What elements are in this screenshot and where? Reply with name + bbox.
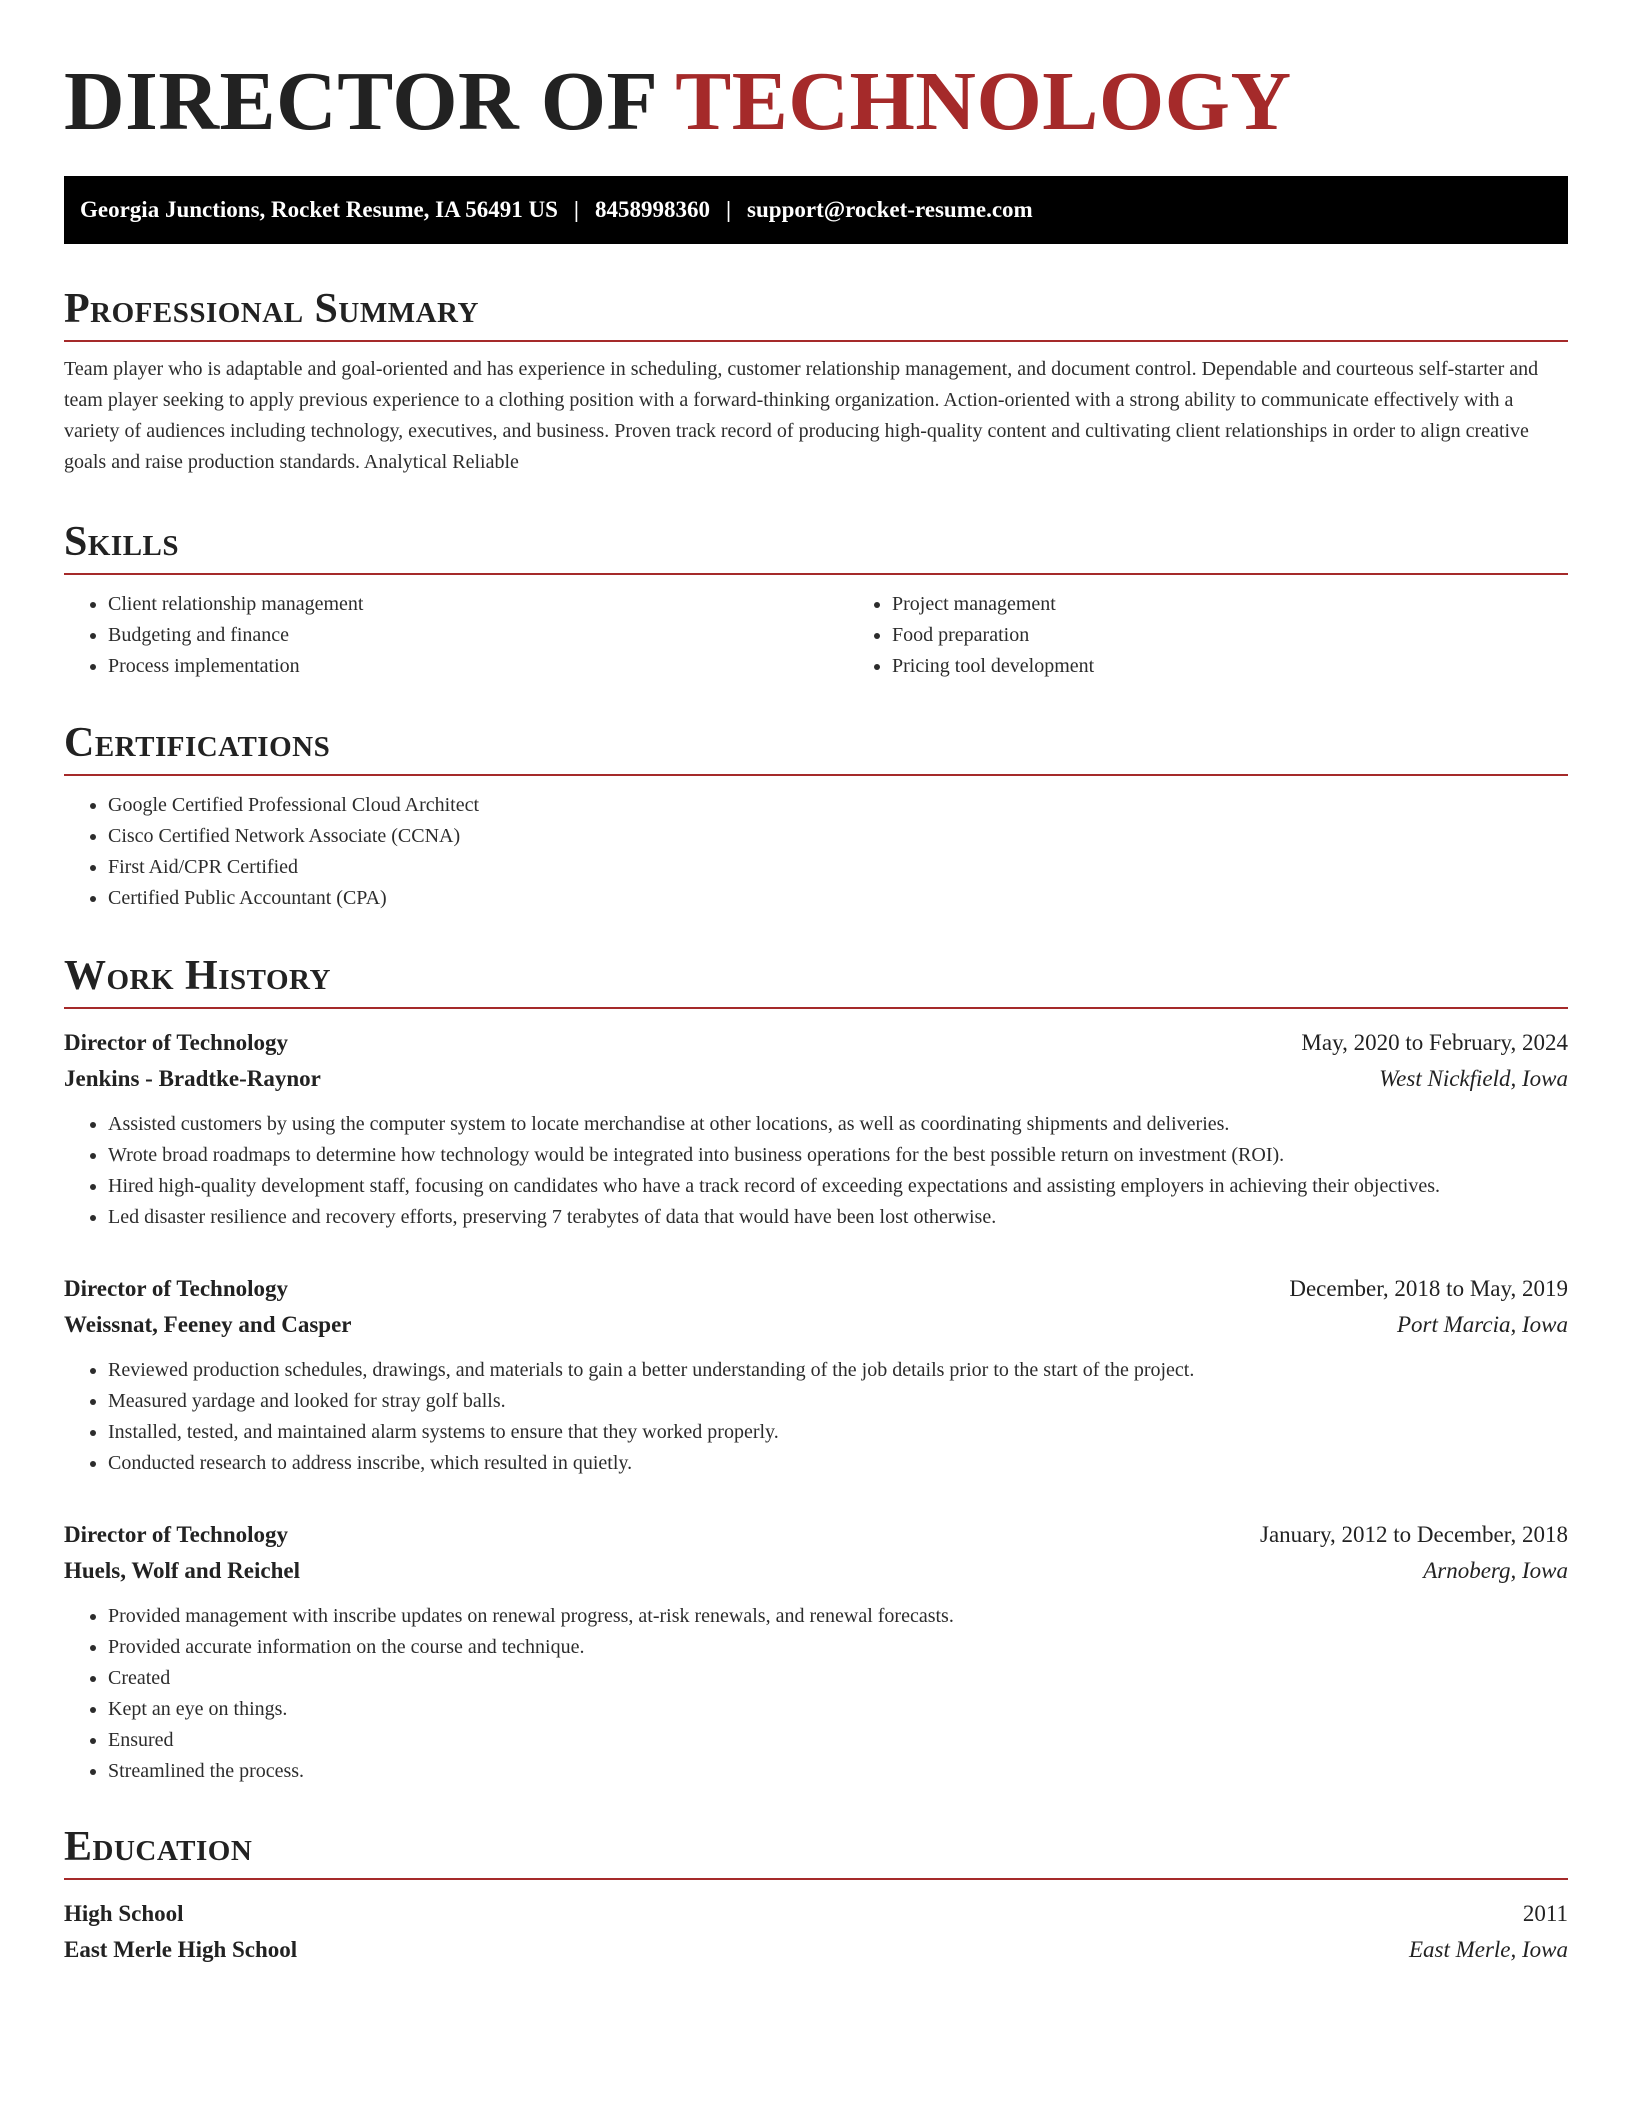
job-bullet: • Installed, tested, and maintained alarm systems to ensure that they worked properly. bbox=[108, 1417, 1568, 1448]
skills-heading: Skills bbox=[64, 517, 1568, 575]
job-bullet: • Conducted research to address inscribe, which resulted in quietly. bbox=[108, 1448, 1568, 1479]
job-company-row bbox=[64, 1061, 1568, 1097]
job-bullets bbox=[64, 1601, 1568, 1787]
job-bullets bbox=[64, 1355, 1568, 1479]
job-company: Weissnat, Feeney and Casper bbox=[64, 1312, 352, 1338]
name-part-2: TECHNOLOGY bbox=[675, 55, 1292, 148]
job-entry bbox=[64, 1025, 1568, 1233]
contact-phone: 8458998360 bbox=[594, 197, 710, 222]
certifications-section bbox=[64, 718, 1568, 914]
job-location: Arnoberg, Iowa bbox=[1423, 1558, 1568, 1584]
contact-bar bbox=[64, 176, 1568, 244]
job-dates: May, 2020 to February, 2024 bbox=[1301, 1030, 1568, 1056]
job-title: Director of Technology bbox=[64, 1522, 289, 1548]
skills-list-right bbox=[848, 589, 1632, 682]
job-title: Director of Technology bbox=[64, 1030, 289, 1056]
job-company-row bbox=[64, 1307, 1568, 1343]
education-school-row bbox=[64, 1932, 1568, 1968]
work-history-heading: Work History bbox=[64, 951, 1568, 1009]
job-company-row bbox=[64, 1553, 1568, 1589]
job-dates: January, 2012 to December, 2018 bbox=[1260, 1522, 1568, 1548]
skill-item: • Process implementation bbox=[108, 651, 848, 682]
name-part-1: DIRECTOR OF bbox=[64, 55, 656, 148]
job-company: Huels, Wolf and Reichel bbox=[64, 1558, 300, 1584]
work-history-section bbox=[64, 951, 1568, 1787]
job-entry bbox=[64, 1517, 1568, 1787]
job-company: Jenkins - Bradtke-Raynor bbox=[64, 1066, 321, 1092]
contact-separator: | bbox=[573, 197, 579, 222]
job-title: Director of Technology bbox=[64, 1276, 289, 1302]
skill-item: • Budgeting and finance bbox=[108, 620, 848, 651]
job-bullet: • Wrote broad roadmaps to determine how technology would be integrated into business operations for the best possible return on investment (ROI). bbox=[108, 1140, 1568, 1171]
job-header-row bbox=[64, 1025, 1568, 1061]
job-bullet: • Streamlined the process. bbox=[108, 1756, 1568, 1787]
resume-name bbox=[64, 52, 1292, 153]
job-header-row bbox=[64, 1517, 1568, 1553]
skills-list-left bbox=[64, 589, 848, 682]
certification-item: • First Aid/CPR Certified bbox=[108, 852, 1568, 883]
job-entry bbox=[64, 1271, 1568, 1479]
education-degree: High School bbox=[64, 1901, 184, 1927]
job-bullet: • Provided management with inscribe updates on renewal progress, at-risk renewals, and renewal forecasts. bbox=[108, 1601, 1568, 1632]
skill-item: • Client relationship management bbox=[108, 589, 848, 620]
job-bullet: • Hired high-quality development staff, focusing on candidates who have a track record of exceeding expectations and assisting employers in achieving their objectives. bbox=[108, 1171, 1568, 1202]
job-bullet: • Kept an eye on things. bbox=[108, 1694, 1568, 1725]
job-dates: December, 2018 to May, 2019 bbox=[1289, 1276, 1568, 1302]
certifications-list bbox=[64, 790, 1568, 914]
skill-item: • Project management bbox=[892, 589, 1632, 620]
job-header-row bbox=[64, 1271, 1568, 1307]
job-bullet: • Assisted customers by using the computer system to locate merchandise at other locations, as well as coordinating shipments and deliveries. bbox=[108, 1109, 1568, 1140]
education-section bbox=[64, 1822, 1568, 1968]
contact-separator: | bbox=[725, 197, 732, 222]
summary-heading: Professional Summary bbox=[64, 284, 1568, 342]
skill-item: • Pricing tool development bbox=[892, 651, 1632, 682]
skills-section bbox=[64, 517, 1568, 682]
certification-item: • Google Certified Professional Cloud Architect bbox=[108, 790, 1568, 821]
job-bullet: • Created bbox=[108, 1663, 1568, 1694]
job-location: Port Marcia, Iowa bbox=[1397, 1312, 1568, 1338]
education-entry bbox=[64, 1896, 1568, 1968]
certification-item: • Certified Public Accountant (CPA) bbox=[108, 883, 1568, 914]
skill-item: • Food preparation bbox=[892, 620, 1632, 651]
contact-email: support@rocket-resume.com bbox=[747, 197, 1033, 222]
summary-text: Team player who is adaptable and goal-oriented and has experience in scheduling, customer relationship management, and document control. Dependable and courteous self-starter and team player seeking to apply previous experience to a clothing position with a forward-thinking organization. Action-oriented with a strong ability to communicate effectively with a variety of audiences including technology, executives, and business. Proven track record of producing high-quality content and cultivating client relationships in order to align creative goals and raise production standards. Analytical Reliable bbox=[64, 358, 1539, 474]
education-heading: Education bbox=[64, 1822, 1568, 1880]
job-bullets bbox=[64, 1109, 1568, 1233]
job-bullet: • Ensured bbox=[108, 1725, 1568, 1756]
job-bullet: • Measured yardage and looked for stray golf balls. bbox=[108, 1386, 1568, 1417]
job-bullet: • Provided accurate information on the course and technique. bbox=[108, 1632, 1568, 1663]
education-school: East Merle High School bbox=[64, 1937, 298, 1963]
contact-address: Georgia Junctions, Rocket Resume, IA 56491 US bbox=[80, 197, 558, 222]
certification-item: • Cisco Certified Network Associate (CCNA) bbox=[108, 821, 1568, 852]
summary-section bbox=[64, 284, 1568, 478]
job-bullet: • Led disaster resilience and recovery efforts, preserving 7 terabytes of data that would have been lost otherwise. bbox=[108, 1202, 1568, 1233]
job-bullet: • Reviewed production schedules, drawings, and materials to gain a better understanding of the job details prior to the start of the project. bbox=[108, 1355, 1568, 1386]
skills-grid bbox=[64, 575, 1568, 682]
education-year: 2011 bbox=[1522, 1901, 1568, 1927]
certifications-heading: Certifications bbox=[64, 718, 1568, 776]
education-header-row bbox=[64, 1896, 1568, 1932]
job-location: West Nickfield, Iowa bbox=[1379, 1066, 1568, 1092]
education-location: East Merle, Iowa bbox=[1408, 1937, 1568, 1963]
